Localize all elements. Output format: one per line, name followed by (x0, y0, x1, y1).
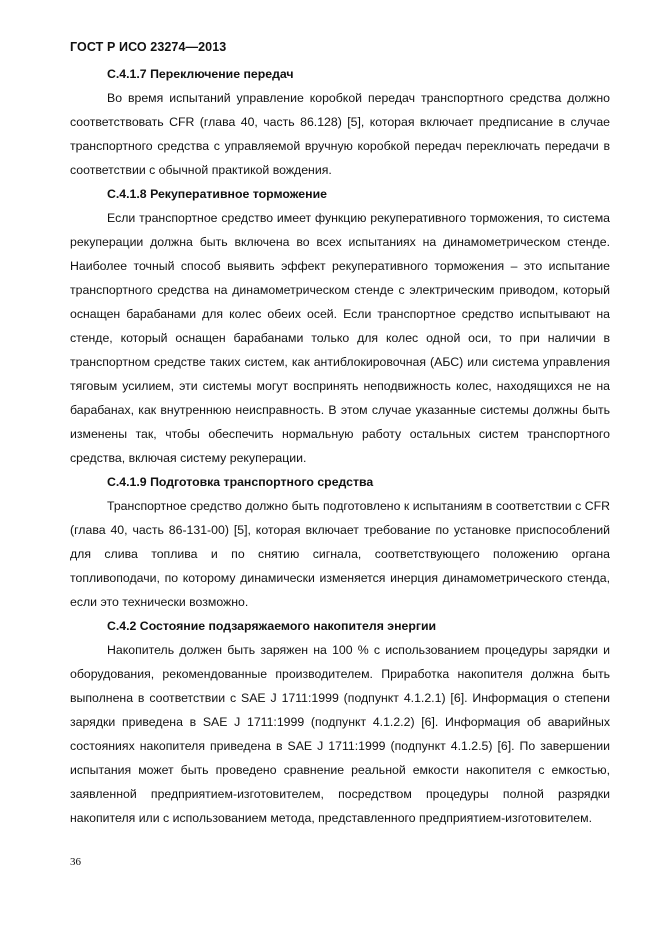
section-paragraph: Если транспортное средство имеет функцию рекуперативного торможения, то система рекуперации должна быть включена во всех испытаниях на динамометрическом стенде. Наиболее точный способ выявить эффект рекуперативного торможения – это испытание транспортного средства на динамометрическом стенде с электрическим приводом, который оснащен барабанами для колес обеих осей. Если транспортное средство испытывают на стенде, который оснащен барабанами только для колес одной оси, то при наличии в транспортном средстве таких систем, как антиблокировочная (АБС) или система управления тяговым усилием, эти системы могут воспринять неподвижность колес, находящихся не на барабанах, как внутреннюю неисправность. В этом случае указанные системы должны быть изменены так, чтобы обеспечить нормальную работу остальных систем транспортного средства, включая систему рекуперации. (70, 211, 610, 465)
section-heading: С.4.2 Состояние подзаряжаемого накопителя энергии (107, 619, 437, 633)
section-paragraph: Во время испытаний управление коробкой передач транспортного средства должно соответствовать CFR (глава 40, часть 86.128) [5], которая включает предписание в случае транспортного средства с управляемой вручную коробкой передач переключать передачи в соответствии с обычной практикой вождения. (70, 91, 610, 177)
section-heading: С.4.1.7 Переключение передач (107, 67, 294, 81)
page-number: 36 (70, 856, 81, 868)
standard-header: ГОСТ Р ИСО 23274—2013 (70, 40, 227, 54)
section-paragraph: Транспортное средство должно быть подготовлено к испытаниям в соответствии с CFR (глава 40, часть 86-131-00) [5], которая включает требование по установке приспособлений для слива топлива и по снятию сигнала, соответствующего положению органа топливоподачи, по которому динамически изменяется инерция динамометрического стенда, если это технически возможно. (70, 499, 610, 609)
document-body (70, 62, 610, 830)
section-4-1-9 (70, 470, 610, 614)
section-4-1-8 (70, 182, 610, 470)
section-4-2 (70, 614, 610, 830)
section-paragraph: Накопитель должен быть заряжен на 100 % с использованием процедуры зарядки и оборудования, рекомендованные производителем. Приработка накопителя должна быть выполнена в соответствии с SAE J 1711:1999 (подпункт 4.1.2.1) [6]. Информация о степени зарядки приведена в SAE J 1711:1999 (подпункт 4.1.2.2) [6]. Информация об аварийных состояниях накопителя приведена в SAE J 1711:1999 (подпункт 4.1.2.5) [6]. По завершении испытания может быть проведено сравнение реальной емкости накопителя с емкостью, заявленной предприятием-изготовителем, посредством процедуры полной разрядки накопителя или с использованием метода, представленного предприятием-изготовителем. (70, 643, 610, 825)
section-heading: С.4.1.9 Подготовка транспортного средства (107, 475, 374, 489)
section-heading: С.4.1.8 Рекуперативное торможение (107, 187, 327, 201)
section-4-1-7 (70, 62, 610, 182)
